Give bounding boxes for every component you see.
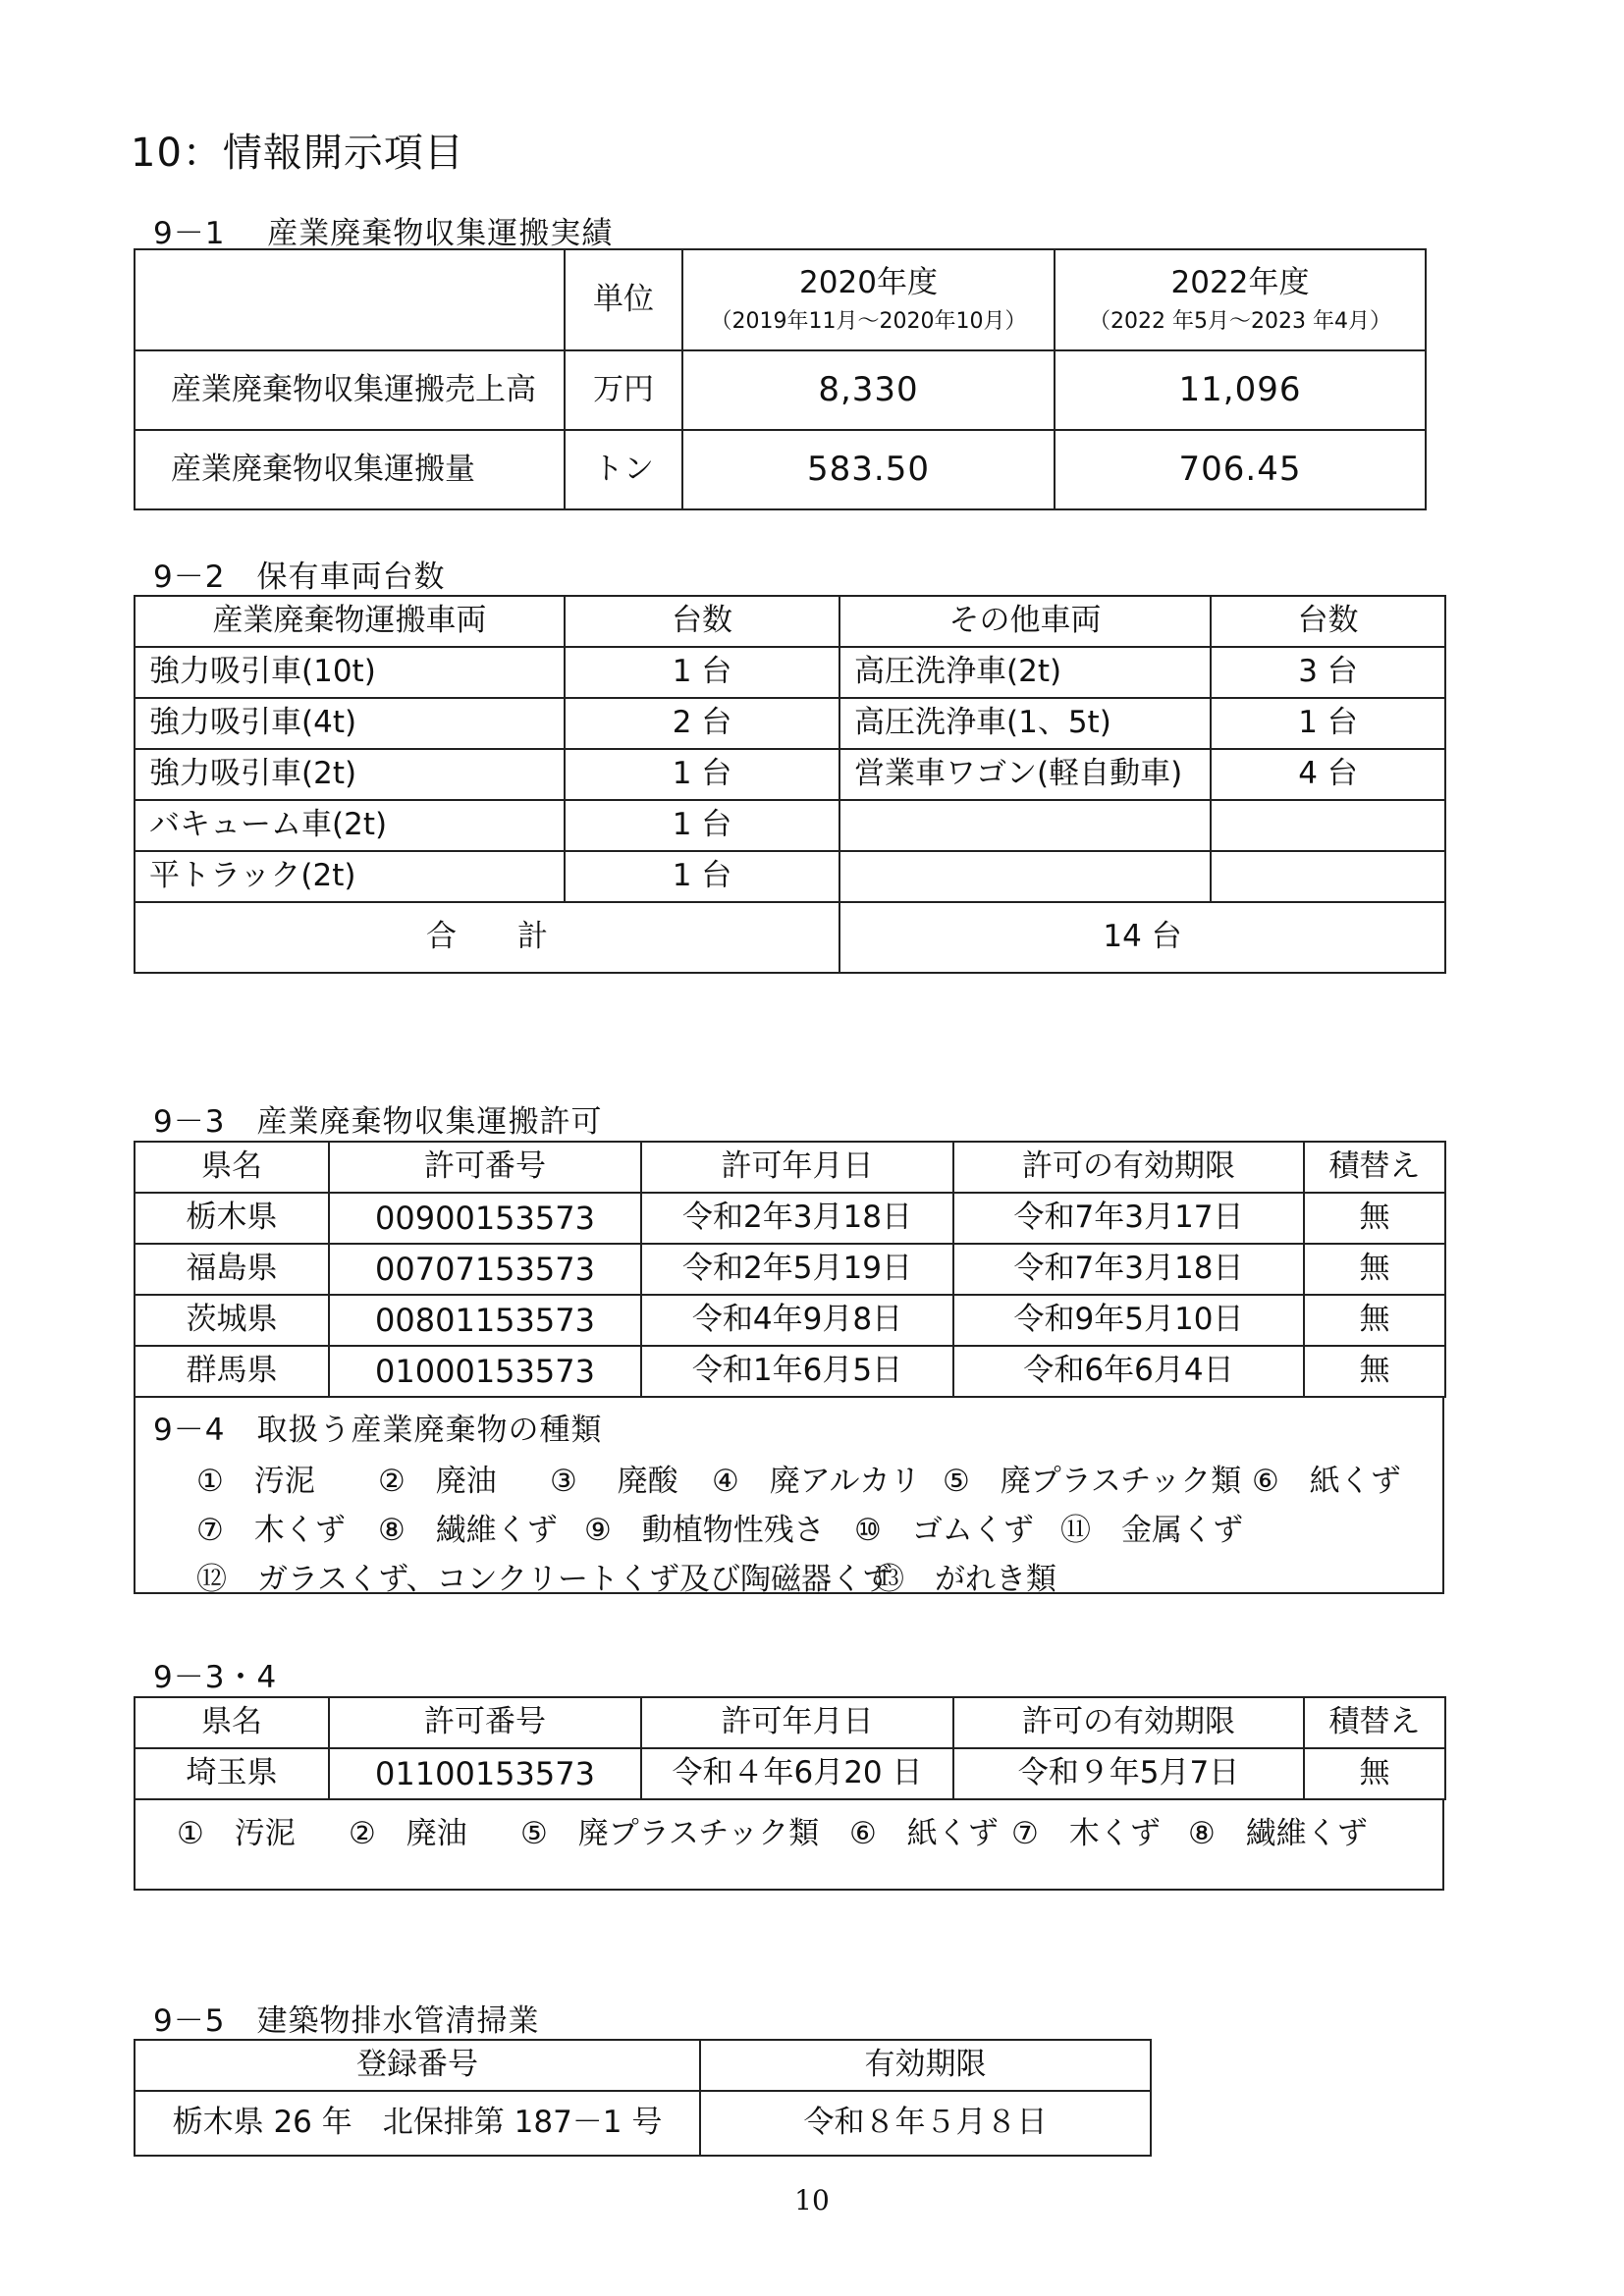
other-vehicle-count: 4 台 — [1211, 749, 1445, 800]
transfer-flag: 無 — [1304, 1193, 1445, 1244]
list-item: ② 廃油 — [349, 1816, 467, 1851]
header-cell: 産業廃棄物運搬車両 — [135, 596, 565, 647]
transfer-flag: 無 — [1304, 1346, 1445, 1397]
expiry-date: 令和7年3月18日 — [953, 1244, 1304, 1295]
vehicle-name: 強力吸引車(4t) — [135, 698, 565, 749]
waste-types-line-1 — [196, 1456, 1401, 1500]
permit-date: 令和2年5月19日 — [641, 1244, 953, 1295]
list-item: ⑧ 繊維くず — [1188, 1816, 1368, 1851]
permit-header-row — [135, 1142, 1445, 1193]
vehicle-name: 強力吸引車(2t) — [135, 749, 565, 800]
header-cell: 県名 — [135, 1142, 329, 1193]
section-9-4-title: 9－4 取扱う産業廃棄物の種類 — [153, 1413, 603, 1448]
total-value: 14 台 — [839, 902, 1445, 973]
header-cell: 登録番号 — [135, 2040, 700, 2091]
vehicle-count: 2 台 — [565, 698, 839, 749]
header-cell: 許可年月日 — [641, 1142, 953, 1193]
header-cell: 許可年月日 — [641, 1697, 953, 1748]
permit-date: 令和4年9月8日 — [641, 1295, 953, 1346]
registration-number: 栃木県 26 年 北保排第 187－1 号 — [135, 2091, 700, 2156]
table-row — [135, 1193, 1445, 1244]
list-item: ⑪ 金属くず — [1060, 1513, 1243, 1548]
vehicle-count: 1 台 — [565, 647, 839, 698]
table-row — [135, 647, 1445, 698]
sales-header-row — [135, 249, 1426, 350]
vehicle-name: バキューム車(2t) — [135, 800, 565, 851]
list-item: ③ 廃酸 — [550, 1464, 678, 1499]
vehicle-count: 1 台 — [565, 749, 839, 800]
list-item: ① 汚泥 — [177, 1816, 296, 1851]
permit-number: 01100153573 — [329, 1748, 641, 1799]
permit-date: 令和2年3月18日 — [641, 1193, 953, 1244]
row-unit: トン — [565, 430, 682, 509]
list-item: ② 廃油 — [378, 1464, 497, 1499]
header-cell: 台数 — [1211, 596, 1445, 647]
list-item: ⑬ がれき類 — [874, 1562, 1056, 1597]
vehicle-name: 強力吸引車(10t) — [135, 647, 565, 698]
header-cell: 許可の有効期限 — [953, 1142, 1304, 1193]
list-item: ④ 廃アルカリ — [712, 1464, 921, 1499]
prefecture: 埼玉県 — [135, 1748, 329, 1799]
year2-header — [1055, 249, 1426, 350]
list-item: ⑧ 繊維くず — [378, 1513, 558, 1548]
permit-date: 令和1年6月5日 — [641, 1346, 953, 1397]
page-number: 10 — [794, 2184, 830, 2216]
vehicle-table — [134, 595, 1446, 974]
other-vehicle-name: 営業車ワゴン(軽自動車) — [839, 749, 1211, 800]
list-item: ⑥ 紙くず — [849, 1816, 999, 1851]
saitama-types-line — [177, 1808, 1368, 1852]
permit-number: 00801153573 — [329, 1295, 641, 1346]
header-cell: 台数 — [565, 596, 839, 647]
transfer-flag: 無 — [1304, 1295, 1445, 1346]
transfer-flag: 無 — [1304, 1244, 1445, 1295]
list-item: ⑦ 木くず — [1011, 1816, 1161, 1851]
header-cell: 許可の有効期限 — [953, 1697, 1304, 1748]
table-row — [135, 1346, 1445, 1397]
table-row — [135, 430, 1426, 509]
row-unit: 万円 — [565, 350, 682, 430]
other-vehicle-count — [1211, 800, 1445, 851]
permit-header-row — [135, 1697, 1445, 1748]
permit-table — [134, 1141, 1446, 1398]
section-9-2-title: 9－2 保有車両台数 — [153, 560, 446, 595]
section-9-3-4-title: 9－3・4 — [153, 1660, 278, 1695]
table-row — [135, 1244, 1445, 1295]
year2-label: 2022年度 — [1170, 265, 1310, 301]
prefecture: 福島県 — [135, 1244, 329, 1295]
header-cell: 有効期限 — [700, 2040, 1151, 2091]
list-item: ⑤ 廃プラスチック類 — [943, 1464, 1242, 1499]
table-row — [135, 851, 1445, 902]
value-2022: 706.45 — [1055, 430, 1426, 509]
vehicle-count: 1 台 — [565, 800, 839, 851]
expiry-date: 令和9年5月10日 — [953, 1295, 1304, 1346]
permit-date: 令和４年6月20 日 — [641, 1748, 953, 1799]
other-vehicle-count — [1211, 851, 1445, 902]
permit-number: 00707153573 — [329, 1244, 641, 1295]
list-item: ⑦ 木くず — [196, 1513, 346, 1548]
table-row — [135, 749, 1445, 800]
transfer-flag: 無 — [1304, 1748, 1445, 1799]
header-cell: その他車両 — [839, 596, 1211, 647]
year2-period: （2022 年5月～2023 年4月） — [1089, 308, 1391, 334]
table-row — [135, 1748, 1445, 1799]
permit-number: 00900153573 — [329, 1193, 641, 1244]
list-item: ⑤ 廃プラスチック類 — [520, 1816, 820, 1851]
list-item: ⑥ 紙くず — [1252, 1464, 1401, 1499]
year1-header — [682, 249, 1055, 350]
sales-table — [134, 248, 1427, 510]
list-item: ⑩ ゴムくず — [854, 1513, 1034, 1548]
section-9-1-title: 9－1 産業廃棄物収集運搬実績 — [153, 216, 614, 251]
table-row — [135, 698, 1445, 749]
row-label: 産業廃棄物収集運搬量 — [135, 430, 565, 509]
saitama-permit-table — [134, 1696, 1446, 1800]
value-2020: 8,330 — [682, 350, 1055, 430]
other-vehicle-count: 3 台 — [1211, 647, 1445, 698]
list-item: ⑨ 動植物性残さ — [584, 1513, 825, 1548]
other-vehicle-name — [839, 851, 1211, 902]
table-row — [135, 350, 1426, 430]
table-row — [135, 800, 1445, 851]
section-9-5-title: 9－5 建築物排水管清掃業 — [153, 2003, 540, 2039]
header-cell: 積替え — [1304, 1142, 1445, 1193]
vehicle-name: 平トラック(2t) — [135, 851, 565, 902]
table-row — [135, 2091, 1151, 2156]
other-vehicle-name — [839, 800, 1211, 851]
list-item: ⑫ ガラスくず、コンクリートくず及び陶磁器くず — [196, 1562, 893, 1597]
total-row — [135, 902, 1445, 973]
page-title: 10：情報開示項目 — [131, 131, 464, 176]
year1-period: （2019年11月～2020年10月） — [710, 308, 1027, 334]
table-header-row — [135, 2040, 1151, 2091]
expiry-date: 令和7年3月17日 — [953, 1193, 1304, 1244]
other-vehicle-count: 1 台 — [1211, 698, 1445, 749]
table-row — [135, 1295, 1445, 1346]
expiry-date: 令和９年5月7日 — [953, 1748, 1304, 1799]
permit-number: 01000153573 — [329, 1346, 641, 1397]
vehicle-count: 1 台 — [565, 851, 839, 902]
expiry-date: 令和８年５月８日 — [700, 2091, 1151, 2156]
list-item: ① 汚泥 — [196, 1464, 315, 1499]
unit-header: 単位 — [565, 249, 682, 350]
header-cell: 積替え — [1304, 1697, 1445, 1748]
prefecture: 群馬県 — [135, 1346, 329, 1397]
waste-types-line-3 — [196, 1554, 1056, 1598]
total-label: 合 計 — [135, 902, 839, 973]
year1-label: 2020年度 — [799, 265, 938, 301]
value-2020: 583.50 — [682, 430, 1055, 509]
value-2022: 11,096 — [1055, 350, 1426, 430]
header-cell: 県名 — [135, 1697, 329, 1748]
waste-types-line-2 — [196, 1505, 1243, 1549]
header-cell: 許可番号 — [329, 1697, 641, 1748]
other-vehicle-name: 高圧洗浄車(1、5t) — [839, 698, 1211, 749]
vehicle-header-row — [135, 596, 1445, 647]
drain-cleaning-table — [134, 2039, 1152, 2157]
row-label: 産業廃棄物収集運搬売上高 — [135, 350, 565, 430]
section-9-3-title: 9－3 産業廃棄物収集運搬許可 — [153, 1104, 603, 1140]
prefecture: 茨城県 — [135, 1295, 329, 1346]
header-cell: 許可番号 — [329, 1142, 641, 1193]
expiry-date: 令和6年6月4日 — [953, 1346, 1304, 1397]
other-vehicle-name: 高圧洗浄車(2t) — [839, 647, 1211, 698]
empty-header-cell — [135, 249, 565, 350]
prefecture: 栃木県 — [135, 1193, 329, 1244]
